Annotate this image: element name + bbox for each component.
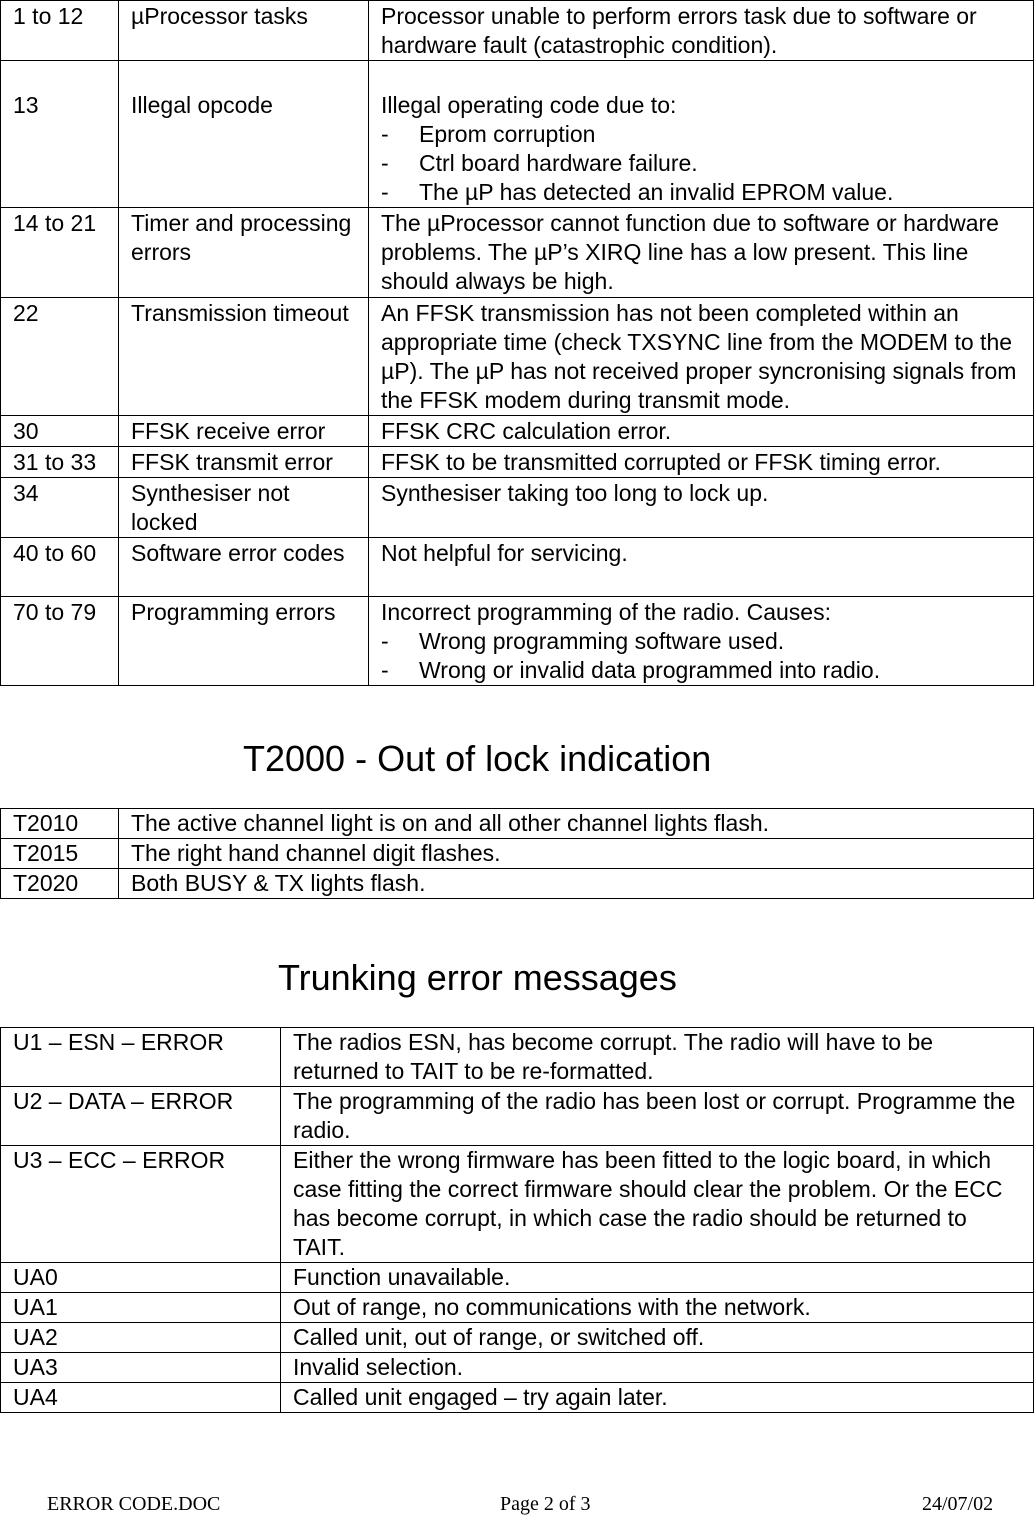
bullet-item: - Eprom corruption [381, 121, 596, 147]
message-cell: UA4 [1, 1383, 281, 1413]
meaning-cell: Function unavailable. [281, 1263, 1034, 1293]
meaning-cell: The programming of the radio has been lost or corrupt. Programme the radio. [281, 1087, 1034, 1146]
error-name: FFSK transmit error [119, 447, 369, 478]
table-row [1, 839, 1034, 869]
meaning-cell: The radios ESN, has become corrupt. The radio will have to be returned to TAIT to be re-formatted. [281, 1028, 1034, 1087]
table-row [1, 298, 1034, 416]
message-cell: UA3 [1, 1353, 281, 1383]
table-row [1, 869, 1034, 899]
error-name: µProcessor tasks [119, 1, 369, 61]
error-codes-table [0, 0, 1034, 686]
trunking-errors-table [0, 1027, 1034, 1413]
error-name: Synthesiser not locked [119, 478, 369, 538]
error-description: Processor unable to perform errors task due to software or hardware fault (catastrophic condition). [369, 1, 1034, 61]
error-code: 22 [1, 298, 119, 416]
meaning-cell: Called unit engaged – try again later. [281, 1383, 1034, 1413]
table-row [1, 1146, 1034, 1263]
trunking-heading: Trunking error messages [278, 957, 677, 998]
error-code: 70 to 79 [1, 597, 119, 686]
indication-cell: The active channel light is on and all other channel lights flash. [119, 809, 1034, 839]
error-description: Synthesiser taking too long to lock up. [369, 478, 1034, 538]
model-cell: T2015 [1, 839, 119, 869]
error-code: 40 to 60 [1, 538, 119, 597]
error-name: Illegal opcode [119, 61, 369, 208]
meaning-cell: Invalid selection. [281, 1353, 1034, 1383]
error-code: 34 [1, 478, 119, 538]
message-cell: UA0 [1, 1263, 281, 1293]
error-name: Transmission timeout [119, 298, 369, 416]
out-of-lock-table [0, 808, 1034, 899]
error-code: 13 [1, 61, 119, 208]
error-description [369, 597, 1034, 686]
table-row [1, 809, 1034, 839]
table-row [1, 416, 1034, 447]
message-cell: U3 – ECC – ERROR [1, 1146, 281, 1263]
meaning-cell: Out of range, no communications with the network. [281, 1293, 1034, 1323]
table-row [1, 597, 1034, 686]
table-row [1, 1323, 1034, 1353]
error-description: FFSK CRC calculation error. [369, 416, 1034, 447]
table-row [1, 61, 1034, 208]
table-row [1, 478, 1034, 538]
bullet-item: - Wrong or invalid data programmed into radio. [381, 657, 881, 683]
error-name: Timer and processing errors [119, 208, 369, 298]
table-row [1, 447, 1034, 478]
error-code: 31 to 33 [1, 447, 119, 478]
indication-cell: Both BUSY & TX lights flash. [119, 869, 1034, 899]
error-description [369, 61, 1034, 208]
error-description: An FFSK transmission has not been completed within an appropriate time (check TXSYNC line from the MODEM to the µP). The µP has not received proper syncronising signals from the FFSK modem during transmit mode. [369, 298, 1034, 416]
bullet-item: - The µP has detected an invalid EPROM value. [381, 179, 894, 205]
table-row [1, 538, 1034, 597]
table-row [1, 1087, 1034, 1146]
error-code: 1 to 12 [1, 1, 119, 61]
error-code: 30 [1, 416, 119, 447]
error-description: FFSK to be transmitted corrupted or FFSK timing error. [369, 447, 1034, 478]
message-cell: U2 – DATA – ERROR [1, 1087, 281, 1146]
table-row [1, 1293, 1034, 1323]
footer-date: 24/07/02 [922, 1493, 994, 1515]
message-cell: UA1 [1, 1293, 281, 1323]
bullet-item: - Wrong programming software used. [381, 628, 785, 654]
error-description: Not helpful for servicing. [369, 538, 1034, 597]
footer-filename: ERROR CODE.DOC [47, 1493, 221, 1515]
table-row [1, 1383, 1034, 1413]
error-name: Programming errors [119, 597, 369, 686]
meaning-cell: Called unit, out of range, or switched off. [281, 1323, 1034, 1353]
error-name: Software error codes [119, 538, 369, 597]
error-description: The µProcessor cannot function due to software or hardware problems. The µP’s XIRQ line has a low present. This line should always be high. [369, 208, 1034, 298]
table-row [1, 1028, 1034, 1087]
model-cell: T2020 [1, 869, 119, 899]
description-text: Incorrect programming of the radio. Causes: [381, 599, 831, 625]
out-of-lock-heading: T2000 - Out of lock indication [243, 738, 712, 779]
footer-page-number: Page 2 of 3 [500, 1493, 591, 1515]
table-row [1, 1, 1034, 61]
table-row [1, 208, 1034, 298]
indication-cell: The right hand channel digit flashes. [119, 839, 1034, 869]
error-name: FFSK receive error [119, 416, 369, 447]
error-code: 14 to 21 [1, 208, 119, 298]
message-cell: UA2 [1, 1323, 281, 1353]
meaning-cell: Either the wrong firmware has been fitted to the logic board, in which case fitting the correct firmware should clear the problem. Or the ECC has become corrupt, in which case the radio should be returned to TAIT. [281, 1146, 1034, 1263]
bullet-item: - Ctrl board hardware failure. [381, 150, 698, 176]
model-cell: T2010 [1, 809, 119, 839]
message-cell: U1 – ESN – ERROR [1, 1028, 281, 1087]
table-row [1, 1263, 1034, 1293]
table-row [1, 1353, 1034, 1383]
description-text: Illegal operating code due to: [381, 92, 677, 118]
